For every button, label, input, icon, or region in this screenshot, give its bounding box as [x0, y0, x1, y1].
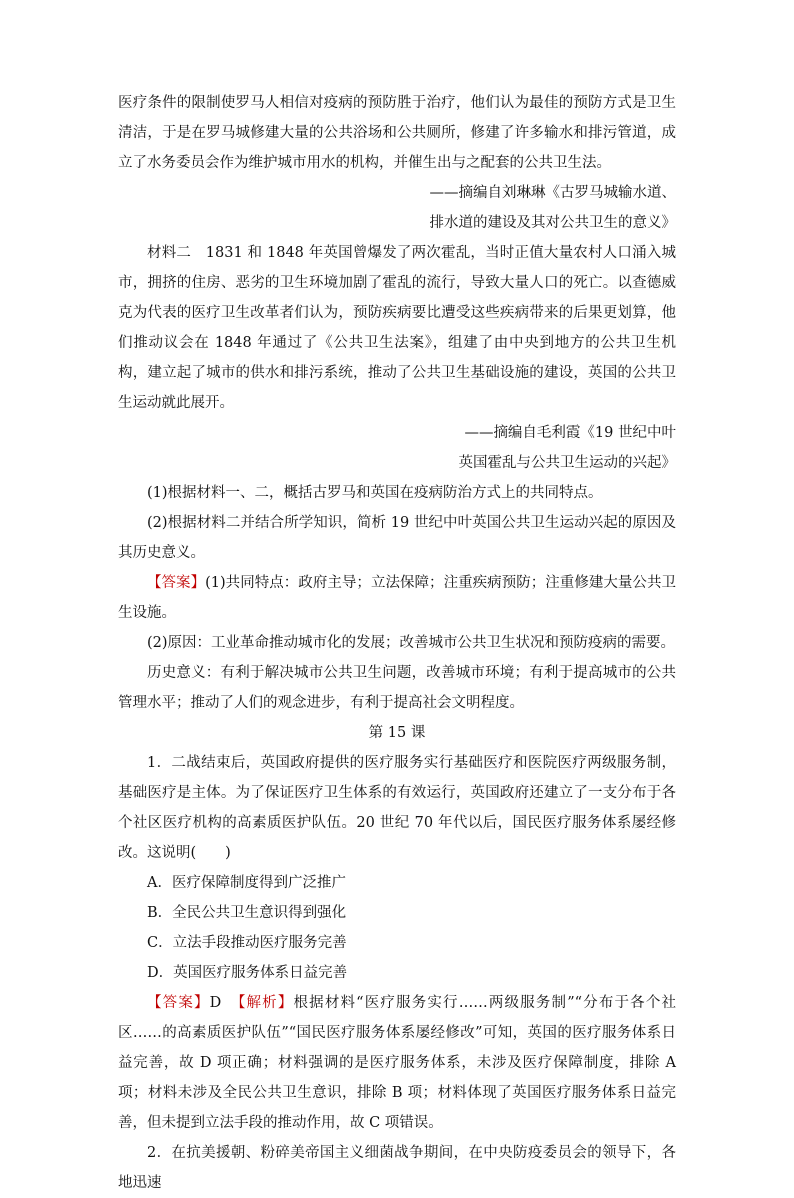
answer-label: 【答案】 — [147, 575, 206, 591]
option-c: C．立法手段推动医疗服务完善 — [147, 935, 347, 951]
source-1-line-2: 排水道的建设及其对公共卫生的意义》 — [429, 215, 676, 231]
option-a: A．医疗保障制度得到广泛推广 — [147, 875, 346, 891]
option-b: B．全民公共卫生意识得到强化 — [147, 905, 347, 921]
answer-analysis — [118, 988, 676, 1138]
lesson-title: 第 15 课 — [368, 725, 426, 741]
material-1-continuation: 医疗条件的限制使罗马人相信对疫病的预防胜于治疗，他们认为最佳的预防方式是卫生清洁，于是在罗马城修建大量的公共浴场和公共厕所，修建了许多输水和排污管道，成立了水务委员会作为维护城市用水的机构，并催生出与之配套的公共卫生法。 — [118, 95, 676, 171]
answer-1-text: (1)共同特点：政府主导；立法保障；注重疾病预防；注重修建大量公共卫生设施。 — [118, 575, 676, 621]
analysis-label: 【解析】 — [238, 995, 294, 1011]
answer-2: (2)原因：工业革命推动城市化的发展；改善城市公共卫生状况和预防疫病的需要。 — [147, 635, 676, 651]
source-1-line-1: ——摘编自刘琳琳《古罗马城输水道、 — [429, 185, 676, 201]
question-15-2: 2．在抗美援朝、粉碎美帝国主义细菌战争期间，在中央防疫委员会的领导下，各地迅速 — [118, 1145, 676, 1191]
source-2-line-1: ——摘编自毛利霞《19 世纪中叶 — [464, 425, 676, 441]
document-page — [118, 88, 676, 1198]
source-2-line-2: 英国霍乱与公共卫生运动的兴起》 — [458, 455, 676, 471]
material-2: 材料二 1831 和 1848 年英国曾爆发了两次霍乱，当时正值大量农村人口涌入城市，拥挤的住房、恶劣的卫生环境加剧了霍乱的流行，导致大量人口的死亡。以查德威克为代表的医疗卫生改革者们认为，预防疾病要比遭受这些疾病带来的后果更划算，他们推动议会在 1848 年通过了《公共卫生法案》，组建了由中央到地方的公共卫生机构，建立起了城市的供水和排污系统，推动了公共卫生基础设施的建设，英国的公共卫生运动就此展开。 — [118, 245, 676, 411]
option-d: D．英国医疗服务体系日益完善 — [147, 965, 348, 981]
answer-1 — [118, 568, 676, 628]
analysis-text: 根据材料“医疗服务实行……两级服务制”“分布于各个社区……的高素质医护队伍”“国民医疗服务体系屡经修改”可知，英国的医疗服务体系日益完善，故 D 项正确；材料强调的是医疗服务体系，未涉及医疗保障制度，排除 A 项；材料未涉及全民公共卫生意识，排除 B 项；材料体现了英国医疗服务体系日益完善，但未提到立法手段的推动作用，故 C 项错误。 — [118, 995, 676, 1131]
answer-label-2: 【答案】 — [147, 995, 210, 1011]
answer-3: 历史意义：有利于解决城市公共卫生问题，改善城市环境；有利于提高城市的公共管理水平；推动了人们的观念进步，有利于提高社会文明程度。 — [118, 665, 676, 711]
question-2: (2)根据材料二并结合所学知识，简析 19 世纪中叶英国公共卫生运动兴起的原因及其历史意义。 — [118, 515, 676, 561]
question-15-1: 1．二战结束后，英国政府提供的医疗服务实行基础医疗和医院医疗两级服务制，基础医疗是主体。为了保证医疗卫生体系的有效运行，英国政府还建立了一支分布于各个社区医疗机构的高素质医护队伍。20 世纪 70 年代以后，国民医疗服务体系屡经修改。这说明( ) — [118, 755, 676, 861]
answer-letter: D — [209, 995, 239, 1011]
question-1: (1)根据材料一、二，概括古罗马和英国在疫病防治方式上的共同特点。 — [147, 485, 603, 501]
